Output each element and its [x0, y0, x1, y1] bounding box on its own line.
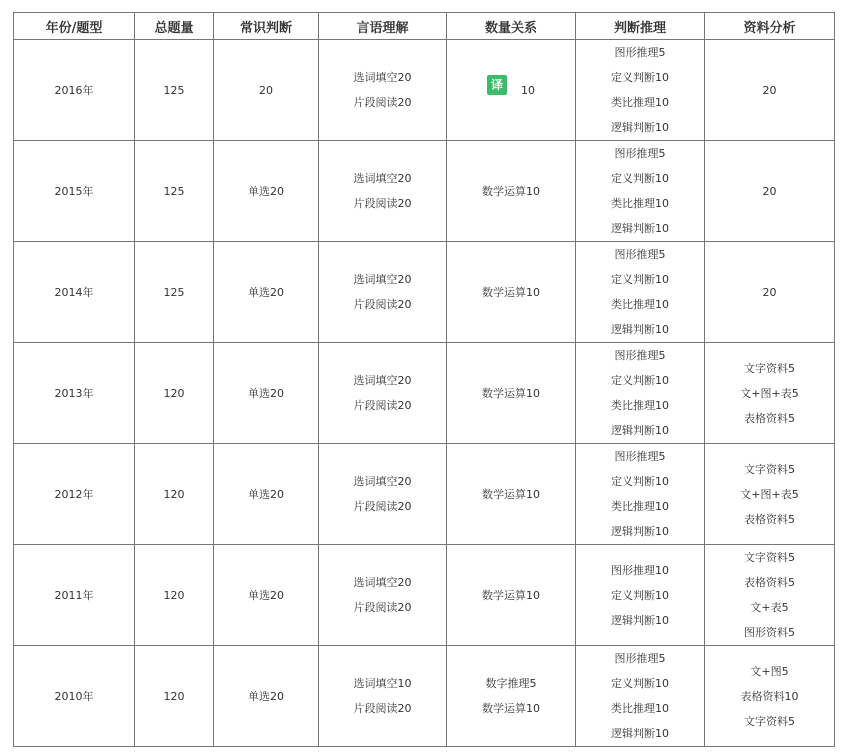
- common-cell: 单选20: [214, 242, 319, 343]
- total-cell: 120: [135, 343, 214, 444]
- common-cell: 单选20: [214, 343, 319, 444]
- quant-item: 数学运算10: [482, 487, 540, 501]
- judge-item: 图形推理5: [614, 248, 666, 261]
- total-cell: 120: [135, 444, 214, 545]
- judge-item: 定义判断10: [611, 475, 669, 488]
- judge-item: 类比推理10: [611, 500, 669, 513]
- year-cell: 2012年: [14, 444, 135, 545]
- year-cell: 2013年: [14, 343, 135, 444]
- quant-cell: [447, 545, 576, 646]
- data-item: 表格资料5: [744, 576, 795, 589]
- quant-cell: [447, 646, 576, 747]
- judge-item: 类比推理10: [611, 399, 669, 412]
- data-item: 文+图+表5: [740, 487, 799, 501]
- verbal-cell: [319, 646, 447, 747]
- data-item: 20: [762, 83, 777, 97]
- data-item: 表格资料5: [744, 512, 795, 526]
- common-cell: 单选20: [214, 646, 319, 747]
- data-cell: [705, 40, 835, 141]
- data-cell: [705, 646, 835, 747]
- data-cell: [705, 242, 835, 343]
- total-cell: 125: [135, 242, 214, 343]
- judge-item: 图形推理5: [614, 46, 666, 59]
- header-reasoning: 判断推理: [576, 13, 705, 40]
- verbal-item: 片段阅读20: [353, 702, 412, 715]
- table-row: [14, 242, 835, 343]
- year-cell: 2015年: [14, 141, 135, 242]
- data-item: 文+表5: [750, 601, 789, 614]
- verbal-item: 选词填空20: [353, 475, 412, 488]
- total-cell: 125: [135, 40, 214, 141]
- judge-item: 定义判断10: [611, 588, 669, 602]
- judge-item: 定义判断10: [611, 71, 669, 84]
- translate-badge-icon[interactable]: 译: [487, 75, 507, 95]
- total-cell: 120: [135, 545, 214, 646]
- verbal-item: 选词填空20: [353, 172, 412, 185]
- judge-item: 定义判断10: [611, 273, 669, 286]
- year-cell: 2010年: [14, 646, 135, 747]
- verbal-cell: [319, 343, 447, 444]
- data-item: 文字资料5: [744, 361, 795, 375]
- quant-cell: [447, 242, 576, 343]
- quant-item: 10: [521, 83, 535, 97]
- judge-item: 定义判断10: [611, 172, 669, 185]
- judge-item: 类比推理10: [611, 298, 669, 311]
- judge-item: 图形推理5: [614, 652, 666, 665]
- data-item: 表格资料5: [744, 411, 795, 425]
- common-cell: 单选20: [214, 444, 319, 545]
- quant-cell: [447, 141, 576, 242]
- data-item: 图形资料5: [744, 626, 795, 639]
- verbal-item: 片段阅读20: [353, 601, 412, 614]
- table-row: [14, 545, 835, 646]
- judge-item: 逻辑判断10: [611, 727, 669, 740]
- verbal-item: 片段阅读20: [353, 197, 412, 210]
- judge-item: 逻辑判断10: [611, 222, 669, 235]
- quant-cell: [447, 40, 576, 141]
- verbal-item: 选词填空10: [353, 677, 412, 690]
- year-cell: 2016年: [14, 40, 135, 141]
- exam-structure-table: [13, 12, 835, 747]
- total-cell: 120: [135, 646, 214, 747]
- data-cell: [705, 141, 835, 242]
- judge-item: 类比推理10: [611, 96, 669, 109]
- common-cell: 单选20: [214, 545, 319, 646]
- verbal-item: 选词填空20: [353, 576, 412, 589]
- common-cell: 单选20: [214, 141, 319, 242]
- quant-cell: [447, 343, 576, 444]
- quant-item: 数学运算10: [482, 702, 540, 715]
- data-cell: [705, 545, 835, 646]
- quant-item: 数学运算10: [482, 184, 540, 198]
- judge-item: 逻辑判断10: [611, 613, 669, 627]
- header-data-analysis: 资料分析: [705, 13, 835, 40]
- quant-item: 数学运算10: [482, 588, 540, 602]
- quant-item: 数字推理5: [485, 677, 537, 690]
- verbal-item: 片段阅读20: [353, 96, 412, 109]
- total-cell: 125: [135, 141, 214, 242]
- verbal-item: 选词填空20: [353, 374, 412, 387]
- judge-item: 图形推理10: [611, 563, 669, 577]
- year-cell: 2014年: [14, 242, 135, 343]
- judge-cell: [576, 343, 705, 444]
- judge-item: 逻辑判断10: [611, 525, 669, 538]
- judge-item: 类比推理10: [611, 702, 669, 715]
- header-total: 总题量: [135, 13, 214, 40]
- common-cell: 20: [214, 40, 319, 141]
- verbal-item: 选词填空20: [353, 273, 412, 286]
- table-row: [14, 646, 835, 747]
- judge-cell: [576, 646, 705, 747]
- judge-item: 定义判断10: [611, 677, 669, 690]
- judge-item: 类比推理10: [611, 197, 669, 210]
- data-item: 文字资料5: [744, 551, 795, 564]
- data-item: 文字资料5: [744, 714, 795, 728]
- verbal-item: 选词填空20: [353, 71, 412, 84]
- table-row: [14, 444, 835, 545]
- judge-item: 逻辑判断10: [611, 424, 669, 437]
- judge-cell: [576, 444, 705, 545]
- verbal-cell: [319, 242, 447, 343]
- table-row: [14, 40, 835, 141]
- data-item: 文字资料5: [744, 462, 795, 476]
- verbal-item: 片段阅读20: [353, 298, 412, 311]
- data-item: 文+图+表5: [740, 386, 799, 400]
- header-row: [14, 13, 835, 40]
- quant-cell: [447, 444, 576, 545]
- header-quantitative: 数量关系: [447, 13, 576, 40]
- data-cell: [705, 343, 835, 444]
- verbal-item: 片段阅读20: [353, 500, 412, 513]
- judge-item: 逻辑判断10: [611, 121, 669, 134]
- data-item: 表格资料10: [740, 689, 799, 703]
- table-row: [14, 343, 835, 444]
- judge-cell: [576, 545, 705, 646]
- data-item: 20: [762, 184, 777, 198]
- header-common-sense: 常识判断: [214, 13, 319, 40]
- verbal-cell: [319, 40, 447, 141]
- table-row: [14, 141, 835, 242]
- verbal-cell: [319, 545, 447, 646]
- judge-item: 定义判断10: [611, 374, 669, 387]
- data-cell: [705, 444, 835, 545]
- judge-item: 图形推理5: [614, 450, 666, 463]
- quant-item: 数学运算10: [482, 285, 540, 299]
- judge-item: 图形推理5: [614, 349, 666, 362]
- judge-item: 逻辑判断10: [611, 323, 669, 336]
- year-cell: 2011年: [14, 545, 135, 646]
- verbal-item: 片段阅读20: [353, 399, 412, 412]
- judge-cell: [576, 141, 705, 242]
- judge-cell: [576, 40, 705, 141]
- verbal-cell: [319, 141, 447, 242]
- judge-item: 图形推理5: [614, 147, 666, 160]
- judge-cell: [576, 242, 705, 343]
- data-item: 文+图5: [750, 664, 789, 678]
- data-item: 20: [762, 285, 777, 299]
- verbal-cell: [319, 444, 447, 545]
- header-verbal: 言语理解: [319, 13, 447, 40]
- header-year-type: 年份/题型: [14, 13, 135, 40]
- quant-item: 数学运算10: [482, 386, 540, 400]
